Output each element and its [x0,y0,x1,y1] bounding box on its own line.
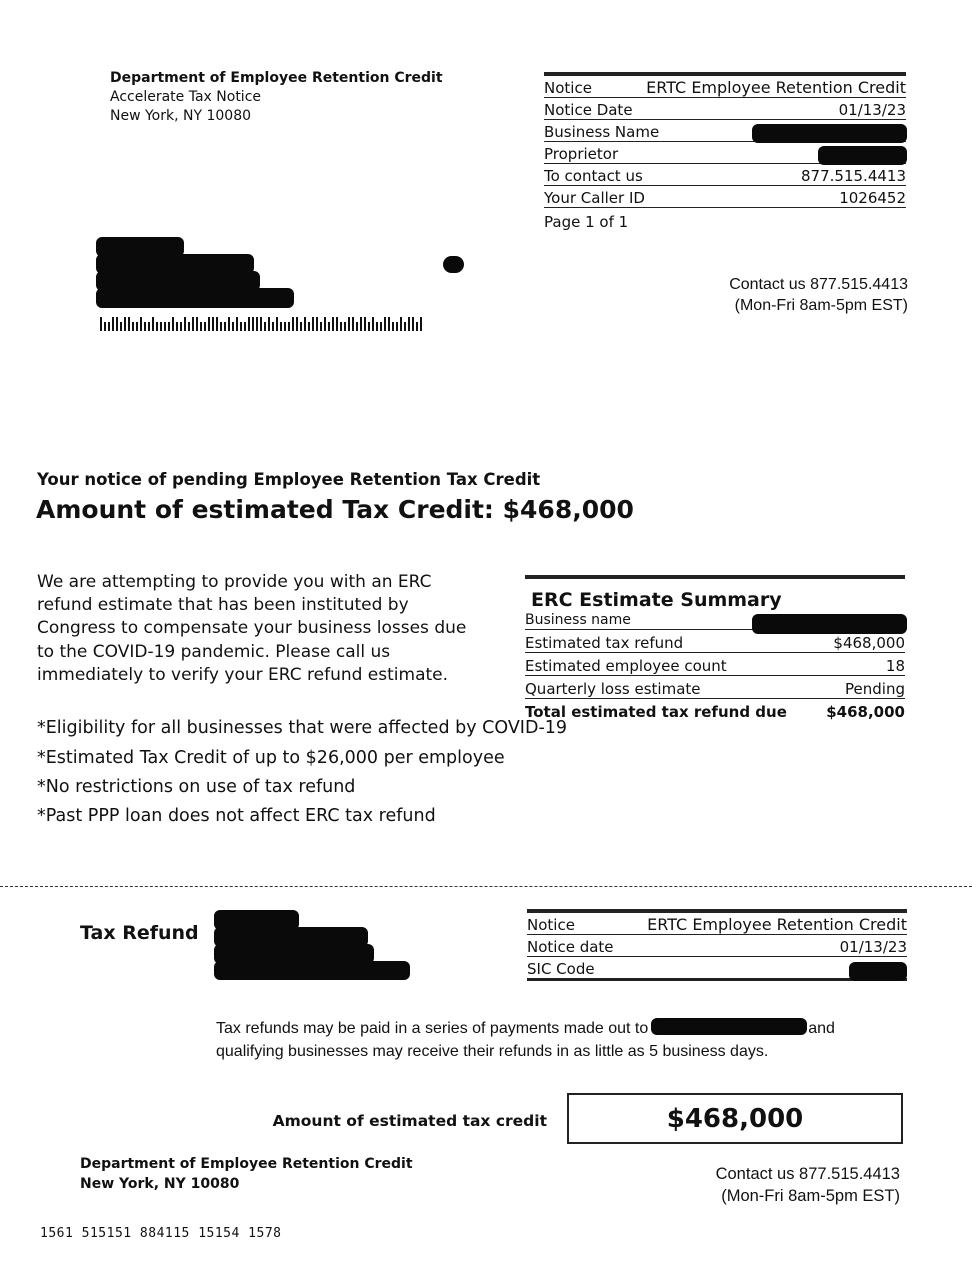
barcode-bar [392,322,394,331]
barcode-bar [184,317,186,331]
headline-title: Amount of estimated Tax Credit: $468,000 [36,495,634,524]
barcode-bar [360,317,362,331]
caller-id-label: Your Caller ID [544,189,645,207]
summary-quarterly-loss-row [525,676,905,699]
barcode-bar [352,317,354,331]
redaction-mark [443,256,464,273]
bullet-item: *Eligibility for all businesses that were affected by COVID-19 [37,718,568,738]
barcode-bar [312,317,314,331]
barcode-bar [420,317,422,331]
summary-employee-count-label: Estimated employee count [525,657,727,675]
barcode-bar [144,322,146,331]
stub-notice-date-value: 01/13/23 [839,938,907,956]
page-indicator: Page 1 of 1 [544,213,629,231]
barcode-bar [208,317,210,331]
stub-notice-date-row [527,935,907,957]
barcode-bar [328,322,330,331]
barcode-bar [308,322,310,331]
payment-text-line-1 [216,1017,906,1040]
barcode-bar [228,317,230,331]
barcode-bar [372,317,374,331]
stub-sic-code-label: SIC Code [527,960,595,978]
redaction-summary-business-name [752,614,907,634]
notice-value: ERTC Employee Retention Credit [646,78,906,97]
barcode-bar [204,322,206,331]
stub-contact-phone: Contact us 877.515.4413 [715,1165,900,1183]
bullet-item: *Past PPP loan does not affect ERC tax refund [37,806,436,826]
barcode-bar [196,317,198,331]
contact-top-hours: (Mon-Fri 8am-5pm EST) [734,297,908,314]
redaction-recipient-line-4 [96,288,294,308]
barcode-bar [232,322,234,331]
barcode-bar [340,322,342,331]
redaction-business-name [752,124,907,143]
summary-total-value: $468,000 [826,703,905,721]
sender-city: New York, NY 10080 [110,108,252,124]
redaction-sic-code [849,962,907,981]
barcode-bar [176,322,178,331]
notice-date-value: 01/13/23 [838,101,906,119]
barcode-bar [116,317,118,331]
barcode-bar [156,322,158,331]
barcode-bar [268,317,270,331]
barcode-bar [292,317,294,331]
barcode-bar [296,317,298,331]
redaction-stub-line-4 [214,961,410,980]
payment-text [216,1017,906,1063]
summary-quarterly-loss-label: Quarterly loss estimate [525,680,701,698]
barcode-bar [168,322,170,331]
caller-id-value: 1026452 [839,189,906,207]
barcode-bar [356,322,358,331]
amount-box [567,1093,903,1144]
barcode-bar [244,322,246,331]
stub-sender [80,1154,413,1194]
barcode-bar [240,322,242,331]
barcode-bar [320,322,322,331]
barcode-bar [100,317,102,331]
barcode-bar [152,317,154,331]
bullet-item: *Estimated Tax Credit of up to $26,000 per employee [37,748,505,768]
postal-barcode [100,317,430,331]
barcode-bar [128,317,130,331]
barcode-bar [132,322,134,331]
bullet-item: *No restrictions on use of tax refund [37,777,356,797]
stub-notice-label: Notice [527,916,575,934]
stub-notice-date-label: Notice date [527,938,614,956]
summary-employee-count-value: 18 [885,657,905,675]
barcode-bar [304,317,306,331]
body-paragraph: We are attempting to provide you with an ERC refund estimate that has been instituted by Congress to compensate your business losses due to the COVID-19 pandemic. Please call us immediately to verify your ERC refund estimate. [37,572,467,685]
summary-quarterly-loss-value: Pending [845,680,905,698]
summary-total-row [525,699,905,721]
barcode-bar [280,322,282,331]
barcode-bar [140,317,142,331]
barcode-bar [216,317,218,331]
sender-department: Department of Employee Retention Credit [110,70,443,86]
summary-business-name-label: Business name [525,612,631,628]
barcode-bar [324,317,326,331]
scan-line: 1561 515151 884115 15154 1578 [40,1226,282,1241]
barcode-bar [332,317,334,331]
barcode-bar [160,322,162,331]
barcode-bar [192,317,194,331]
notice-label: Notice [544,79,592,97]
barcode-bar [364,317,366,331]
business-name-label: Business Name [544,123,660,141]
summary-refund-label: Estimated tax refund [525,634,684,652]
barcode-bar [272,322,274,331]
sender-subtitle: Accelerate Tax Notice [110,89,262,105]
barcode-bar [416,322,418,331]
headline-subtitle: Your notice of pending Employee Retention Tax Credit [37,470,541,489]
barcode-bar [124,317,126,331]
payment-text-line-2: qualifying businesses may receive their refunds in as little as 5 business days. [216,1043,769,1060]
barcode-bar [264,322,266,331]
notice-date-row [544,98,906,120]
barcode-bar [220,322,222,331]
barcode-bar [180,322,182,331]
proprietor-label: Proprietor [544,145,619,163]
amount-label: Amount of estimated tax credit [272,1112,547,1130]
perforation-line [0,886,972,887]
contact-label: To contact us [544,167,643,185]
barcode-bar [256,317,258,331]
stub-sender-department: Department of Employee Retention Credit [80,1156,413,1172]
contact-top [729,274,908,316]
barcode-bar [316,317,318,331]
barcode-bar [336,317,338,331]
barcode-bar [248,317,250,331]
barcode-bar [136,322,138,331]
barcode-bar [376,322,378,331]
stub-sender-city: New York, NY 10080 [80,1176,240,1192]
barcode-bar [200,322,202,331]
stub-contact-hours: (Mon-Fri 8am-5pm EST) [721,1187,900,1205]
notice-date-label: Notice Date [544,101,633,119]
barcode-bar [260,317,262,331]
contact-row [544,164,906,186]
barcode-bar [164,322,166,331]
barcode-bar [104,322,106,331]
barcode-bar [224,322,226,331]
barcode-bar [408,317,410,331]
stub-label: Tax Refund [80,922,199,944]
redaction-proprietor [818,146,907,165]
barcode-bar [300,322,302,331]
summary-title: ERC Estimate Summary [531,589,782,611]
barcode-bar [380,322,382,331]
contact-top-phone: Contact us 877.515.4413 [729,276,908,293]
barcode-bar [112,317,114,331]
barcode-bar [236,317,238,331]
stub-contact [716,1163,900,1207]
stub-notice-row [527,913,907,935]
barcode-bar [172,317,174,331]
summary-total-label: Total estimated tax refund due [525,703,787,721]
summary-refund-value: $468,000 [833,634,905,652]
barcode-bar [400,317,402,331]
barcode-bar [404,322,406,331]
payment-text-and: and [808,1020,835,1037]
barcode-bar [188,322,190,331]
erc-summary [525,575,905,721]
barcode-bar [384,317,386,331]
barcode-bar [348,317,350,331]
barcode-bar [396,322,398,331]
barcode-bar [288,322,290,331]
stub-notice-value: ERTC Employee Retention Credit [647,915,907,934]
barcode-bar [412,317,414,331]
barcode-bar [276,317,278,331]
redaction-payee [651,1018,807,1035]
caller-id-row [544,186,906,208]
barcode-bar [388,317,390,331]
barcode-bar [148,322,150,331]
sender-block [110,69,443,126]
barcode-bar [344,322,346,331]
barcode-bar [108,322,110,331]
notice-row [544,76,906,98]
payment-text-start: Tax refunds may be paid in a series of payments made out to [216,1020,649,1037]
contact-value: 877.515.4413 [801,167,906,185]
barcode-bar [284,322,286,331]
barcode-bar [212,317,214,331]
summary-employee-count-row [525,653,905,676]
barcode-bar [120,322,122,331]
amount-value: $468,000 [666,1103,804,1134]
barcode-bar [368,322,370,331]
barcode-bar [252,317,254,331]
